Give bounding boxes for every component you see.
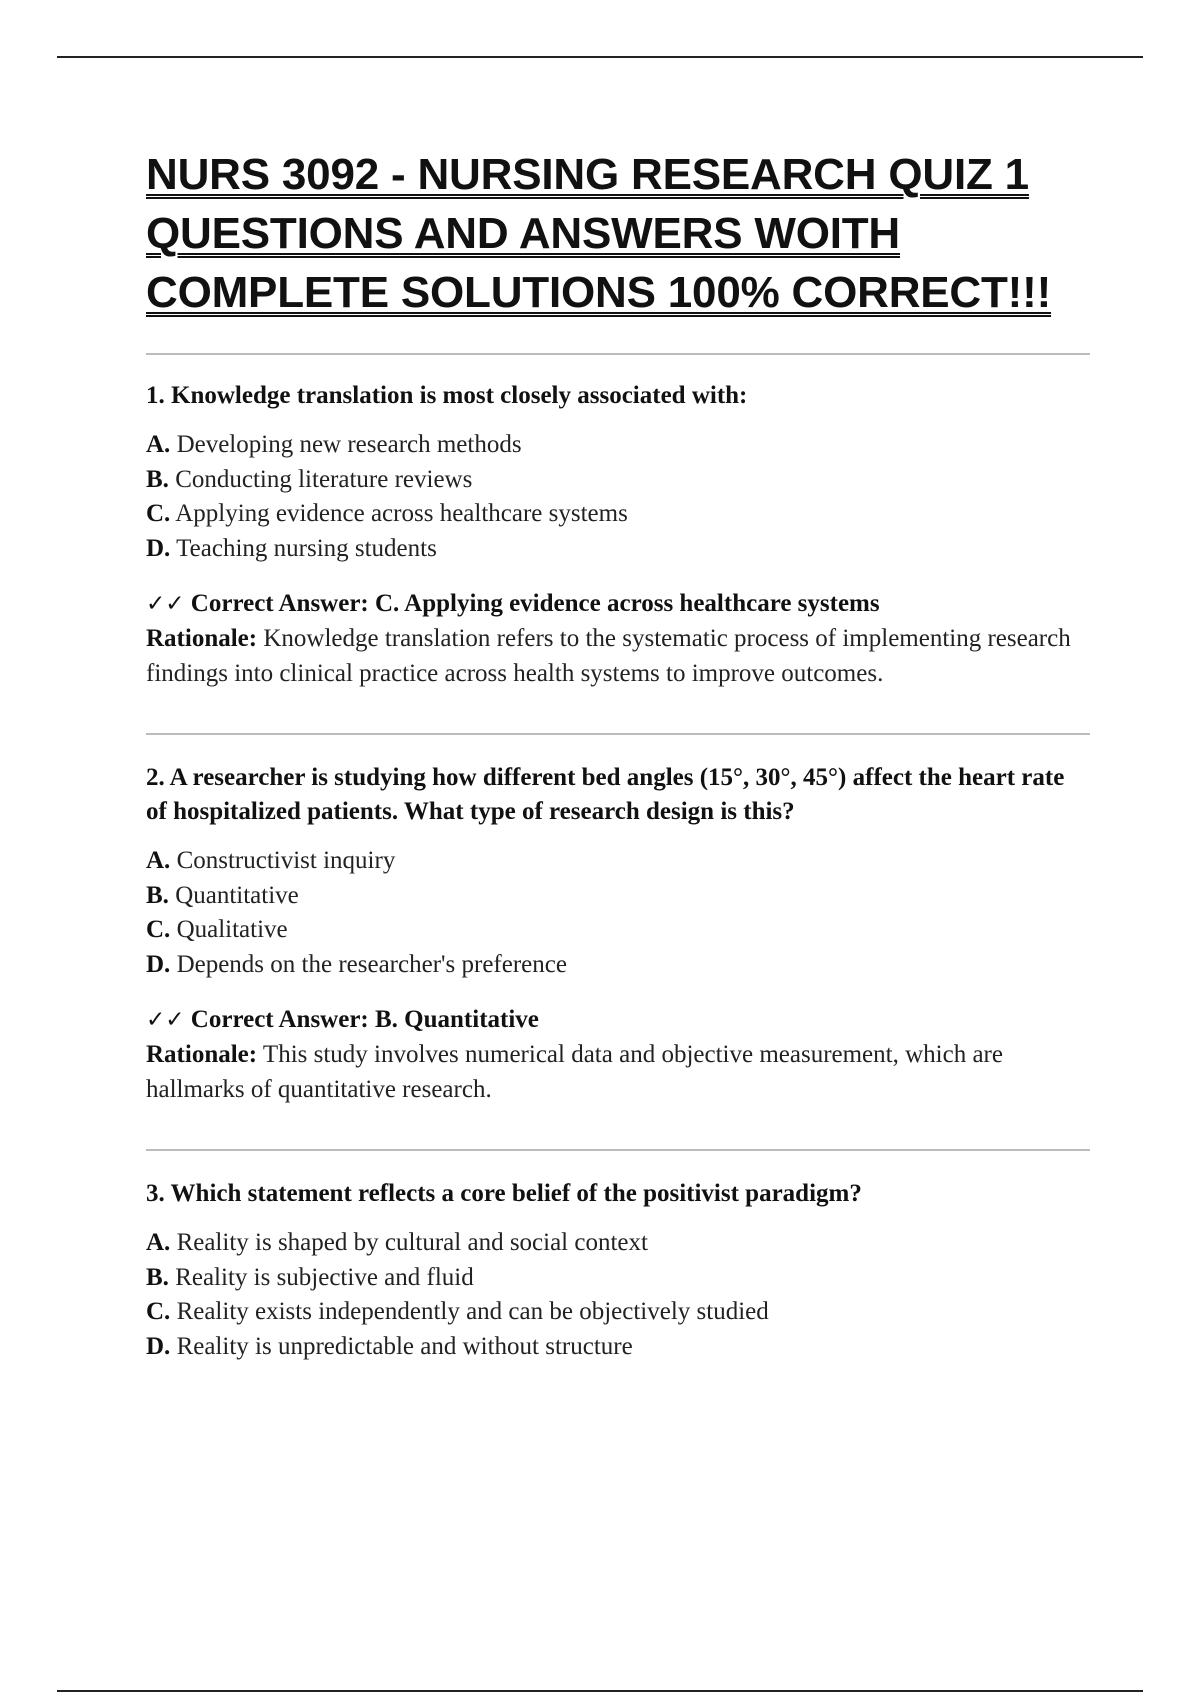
rationale-text: This study involves numerical data and objective measurement, which are hallmarks of quantitative research. — [146, 1041, 1003, 1103]
option-a — [146, 428, 1090, 463]
option-text: Quantitative — [175, 881, 299, 909]
option-letter: A. — [146, 431, 171, 458]
rationale — [146, 622, 1090, 691]
question-block-3 — [146, 1177, 1090, 1364]
option-text: Teaching nursing students — [176, 534, 437, 562]
page-bottom-rule — [57, 1690, 1143, 1692]
option-text: Conducting literature reviews — [175, 465, 473, 493]
option-letter: D. — [146, 1332, 171, 1360]
section-divider — [146, 733, 1090, 735]
option-text: Qualitative — [176, 916, 288, 943]
option-letter: A. — [146, 1229, 171, 1256]
rationale-label: Rationale: — [146, 625, 258, 652]
option-text: Reality is shaped by cultural and social context — [176, 1229, 648, 1256]
options-list — [146, 844, 1090, 982]
section-divider — [146, 353, 1090, 355]
option-text: Developing new research methods — [176, 431, 522, 458]
option-d — [146, 532, 1090, 567]
option-letter: C. — [146, 916, 171, 943]
rationale-text: Knowledge translation refers to the systematic process of implementing research findings into clinical practice across health systems to improve outcomes. — [146, 625, 1071, 687]
option-b — [146, 1261, 1090, 1296]
correct-answer-value: C. Applying evidence across healthcare systems — [375, 590, 880, 617]
correct-answer — [146, 586, 1090, 622]
option-text: Reality exists independently and can be objectively studied — [176, 1298, 769, 1325]
option-text: Reality is unpredictable and without structure — [176, 1332, 633, 1360]
correct-answer-value: B. Quantitative — [375, 1006, 539, 1033]
option-text: Reality is subjective and fluid — [175, 1263, 474, 1291]
option-c — [146, 913, 1090, 948]
correct-answer-prefix: Correct Answer: — [190, 1006, 369, 1033]
option-b — [146, 879, 1090, 914]
option-letter: B. — [146, 881, 169, 909]
question-text: 2. A researcher is studying how different bed angles (15°, 30°, 45°) affect the heart rate of hospitalized patients. What type of research design is this? — [146, 764, 1065, 825]
option-d — [146, 948, 1090, 983]
option-text: Applying evidence across healthcare systems — [175, 500, 628, 527]
option-letter: B. — [146, 1263, 169, 1291]
question-block-1 — [146, 379, 1090, 691]
option-c — [146, 1295, 1090, 1330]
document-body — [146, 145, 1090, 1364]
options-list — [146, 428, 1090, 566]
correct-answer — [146, 1002, 1090, 1038]
option-letter: C. — [146, 1298, 171, 1325]
options-list — [146, 1226, 1090, 1364]
rationale-label: Rationale: — [146, 1041, 258, 1068]
question-block-2 — [146, 761, 1090, 1107]
option-c — [146, 497, 1090, 532]
double-check-icon: ✓✓ — [146, 591, 185, 617]
option-d — [146, 1330, 1090, 1365]
option-text: Depends on the researcher's preference — [176, 950, 567, 978]
document-title: NURS 3092 - NURSING RESEARCH QUIZ 1 QUESTIONS AND ANSWERS WOITH COMPLETE SOLUTIONS 100% CORRECT!!! — [146, 150, 1052, 317]
question-text: 3. Which statement reflects a core belief of the positivist paradigm? — [146, 1180, 862, 1207]
correct-answer-prefix: Correct Answer: — [190, 590, 369, 617]
option-letter: D. — [146, 950, 171, 978]
rationale — [146, 1038, 1090, 1107]
option-letter: C. — [146, 500, 171, 527]
option-letter: B. — [146, 465, 169, 493]
answer-block — [146, 586, 1090, 691]
question-text: 1. Knowledge translation is most closely associated with: — [146, 382, 748, 409]
page-top-rule — [57, 56, 1143, 58]
option-a — [146, 844, 1090, 879]
double-check-icon: ✓✓ — [146, 1007, 185, 1033]
option-letter: A. — [146, 847, 171, 874]
option-letter: D. — [146, 534, 171, 562]
answer-block — [146, 1002, 1090, 1107]
section-divider — [146, 1149, 1090, 1151]
option-b — [146, 463, 1090, 498]
option-a — [146, 1226, 1090, 1261]
option-text: Constructivist inquiry — [176, 847, 396, 874]
